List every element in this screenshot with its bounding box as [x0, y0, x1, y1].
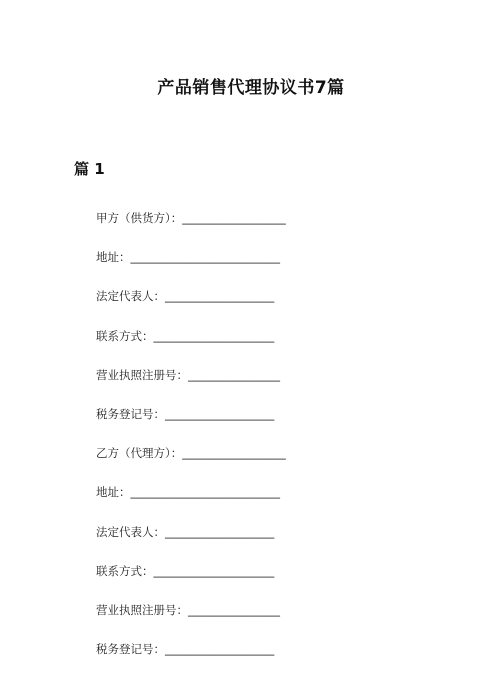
party-b-legal-rep-line: 法定代表人：___________________	[96, 524, 275, 539]
party-info-list	[96, 208, 426, 678]
party-b-tax-line: 税务登记号：___________________	[96, 642, 275, 657]
party-a-address-line: 地址：__________________________	[96, 250, 280, 265]
party-b-address-line: 地址：__________________________	[96, 485, 280, 500]
section-heading: 篇 1	[74, 160, 105, 178]
party-a-license-line: 营业执照注册号：________________	[96, 367, 280, 382]
party-a-contact-line: 联系方式：_____________________	[96, 328, 275, 343]
document-title: 产品销售代理协议书7篇	[157, 78, 345, 98]
party-a-name-line: 甲方（供货方）：__________________	[96, 211, 286, 225]
party-b-license-line: 营业执照注册号：________________	[96, 602, 280, 617]
party-b-name-line: 乙方（代理方）：__________________	[96, 446, 286, 461]
party-a-tax-line: 税务登记号：___________________	[96, 406, 275, 421]
party-b-contact-line: 联系方式：_____________________	[96, 563, 275, 578]
party-a-legal-rep-line: 法定代表人：___________________	[96, 289, 275, 304]
